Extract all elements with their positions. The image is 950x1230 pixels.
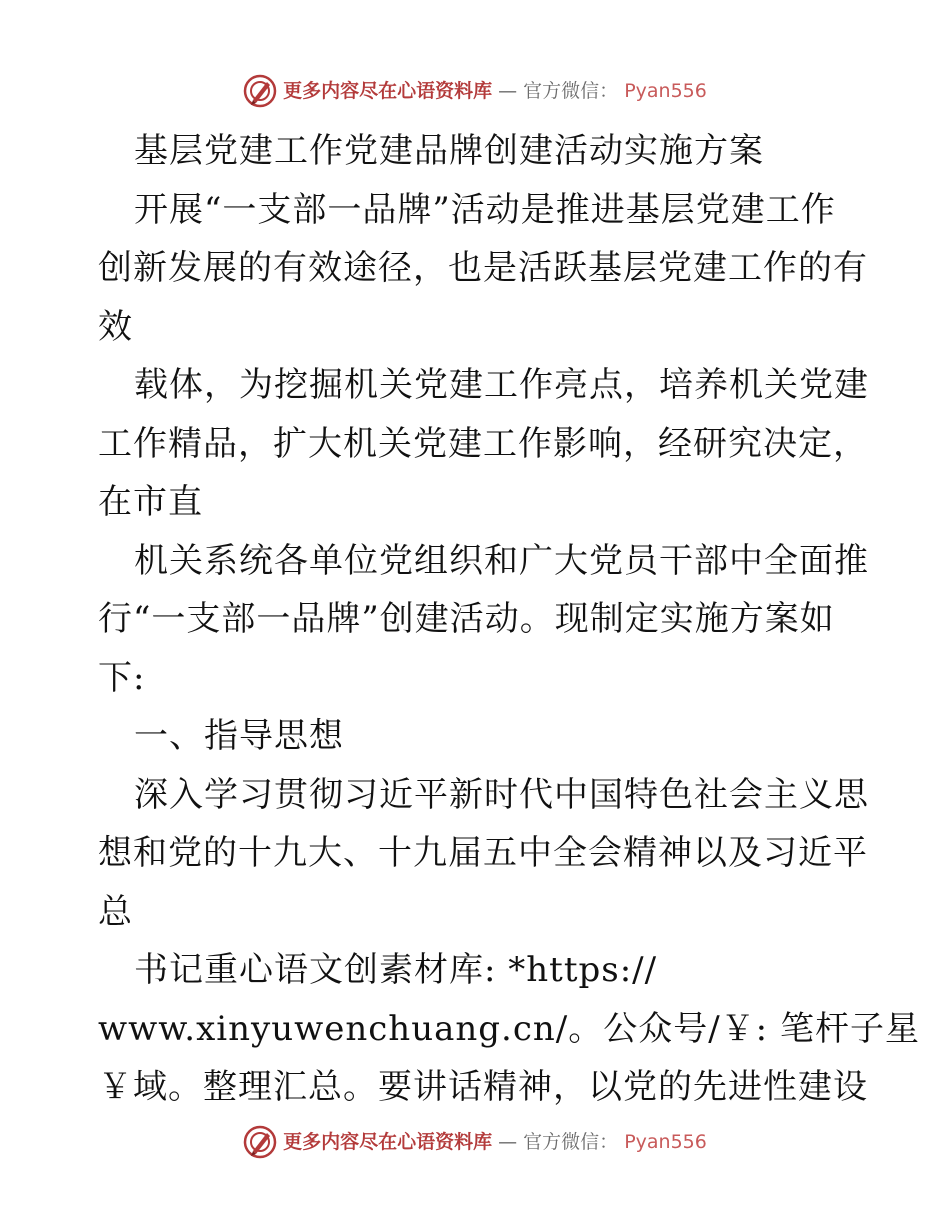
document-line: 下: bbox=[98, 657, 146, 698]
document-line: 基层党建工作党建品牌创建活动实施方案 bbox=[134, 131, 764, 171]
document-line: ￥域。整理汇总。要讲话精神，以党的先进性建设 bbox=[98, 1067, 868, 1107]
watermark-separator: — bbox=[498, 80, 518, 102]
watermark-sub-text: 官方微信： bbox=[523, 80, 619, 102]
pen-logo-icon bbox=[243, 1125, 277, 1159]
pen-logo-icon bbox=[243, 74, 277, 108]
watermark-header bbox=[0, 74, 950, 108]
document-line: 总 bbox=[98, 891, 133, 932]
watermark-main-text: 更多内容尽在心语资料库 bbox=[283, 1131, 493, 1153]
watermark-sub-text: 官方微信： bbox=[523, 1131, 619, 1153]
watermark-main-text: 更多内容尽在心语资料库 bbox=[283, 80, 493, 102]
document-line: 深入学习贯彻习近平新时代中国特色社会主义思 bbox=[134, 774, 869, 815]
document-line: 载体，为挖掘机关党建工作亮点，培养机关党建 bbox=[134, 365, 869, 405]
document-line: 机关系统各单位党组织和广大党员干部中全面推 bbox=[134, 540, 869, 581]
section-heading: 一、指导思想 bbox=[134, 716, 344, 756]
watermark-wechat-id: Pyan556 bbox=[624, 80, 707, 102]
document-line: 工作精品，扩大机关党建工作影响，经研究决定， bbox=[98, 423, 868, 464]
watermark-wechat-id: Pyan556 bbox=[624, 1131, 707, 1153]
document-line: 想和党的十九大、十九届五中全会精神以及习近平 bbox=[98, 833, 868, 873]
document-line: 书记重心语文创素材库: *https:// bbox=[134, 950, 658, 990]
document-line: 在市直 bbox=[98, 482, 203, 522]
document-line: 创新发展的有效途径，也是活跃基层党建工作的有 bbox=[98, 248, 868, 288]
document-body bbox=[98, 122, 920, 1117]
watermark-separator: — bbox=[498, 1131, 518, 1153]
document-line: 行“一支部一品牌”创建活动。现制定实施方案如 bbox=[98, 599, 835, 639]
document-line: 效 bbox=[98, 306, 133, 347]
document-line: 开展“一支部一品牌”活动是推进基层党建工作 bbox=[134, 189, 836, 230]
watermark-footer bbox=[0, 1125, 950, 1159]
document-line: www.xinyuwenchuang.cn/。公众号/￥: 笔杆子星 bbox=[98, 1008, 920, 1049]
